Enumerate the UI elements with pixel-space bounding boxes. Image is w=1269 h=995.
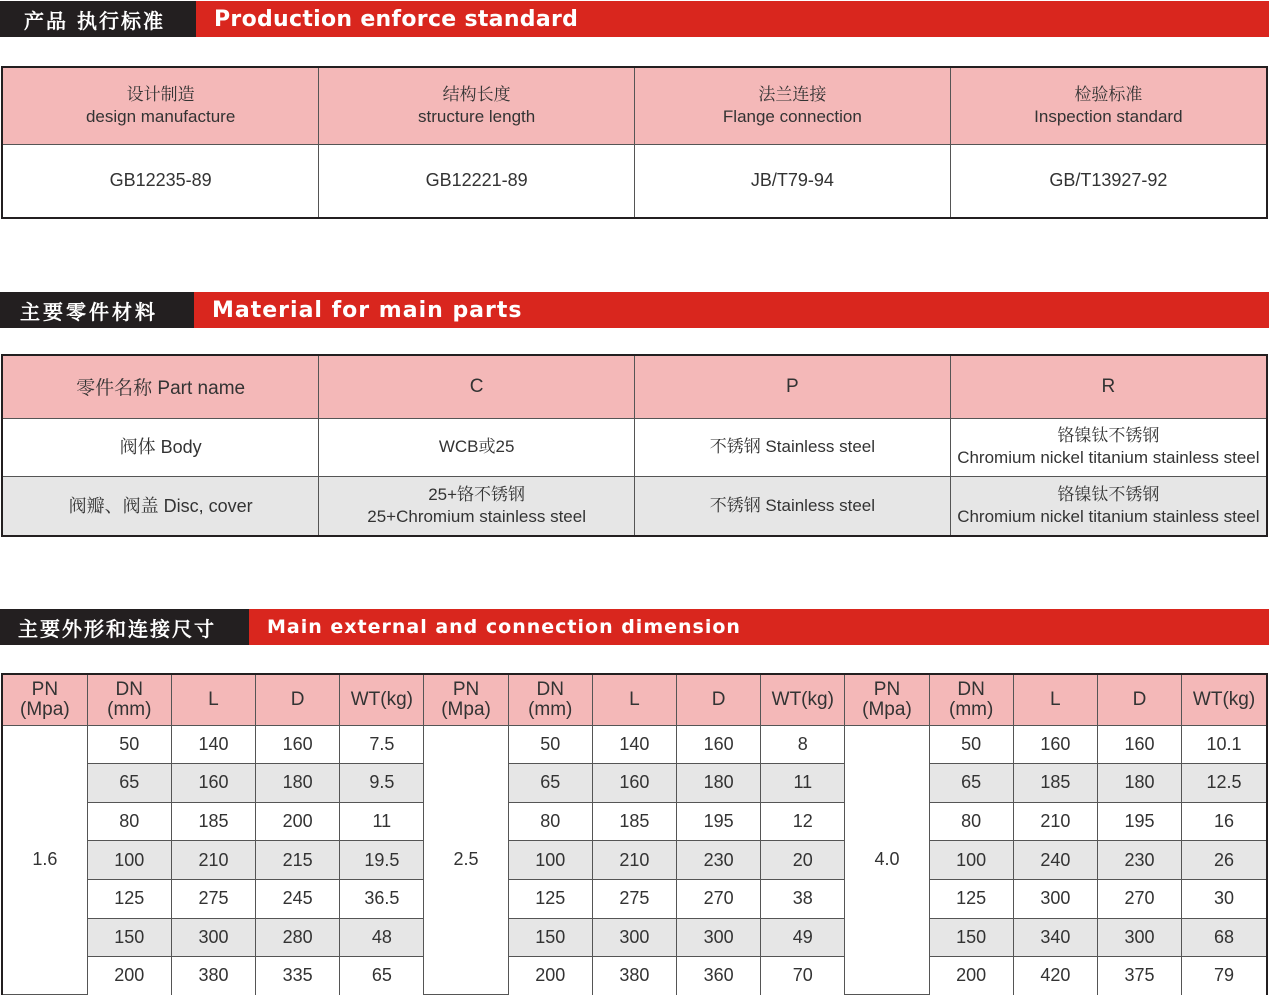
wt-value-cell: 36.5	[340, 880, 424, 919]
l-value-cell: 185	[592, 802, 676, 841]
l-value-cell: 240	[1013, 841, 1097, 880]
table-row	[3, 725, 1266, 764]
d-value-cell: 300	[1097, 918, 1181, 957]
d-value-cell: 270	[677, 880, 761, 919]
header-structure-length: 结构长度 structure length	[319, 68, 635, 144]
dn-value-cell: 50	[87, 725, 171, 764]
l-value-cell: 380	[592, 957, 676, 995]
d-value-cell: 245	[256, 880, 340, 919]
header-p: P	[635, 356, 951, 418]
wt-value-cell: 38	[761, 880, 845, 919]
l-value-cell: 140	[171, 725, 255, 764]
dn-header: DN (mm)	[87, 675, 171, 725]
header-inspection-standard: 检验标准 Inspection standard	[950, 68, 1266, 144]
standard-table	[1, 66, 1268, 219]
d-header: D	[1097, 675, 1181, 725]
l-value-cell: 185	[1013, 764, 1097, 803]
l-value-cell: 380	[171, 957, 255, 995]
wt-value-cell: 16	[1182, 802, 1266, 841]
table-row	[3, 841, 1266, 880]
section-banner-standard	[0, 1, 1269, 37]
dn-value-cell: 100	[508, 841, 592, 880]
pn-value-cell: 1.6	[3, 725, 87, 995]
wt-value-cell: 26	[1182, 841, 1266, 880]
d-value-cell: 270	[1097, 880, 1181, 919]
wt-value-cell: 11	[761, 764, 845, 803]
value-design-manufacture: GB12235-89	[3, 144, 319, 217]
wt-value-cell: 79	[1182, 957, 1266, 995]
table-row	[3, 764, 1266, 803]
l-value-cell: 275	[171, 880, 255, 919]
wt-value-cell: 9.5	[340, 764, 424, 803]
material-c-cell: 25+铬不锈钢 25+Chromium stainless steel	[319, 477, 635, 535]
pn-value-cell: 4.0	[845, 725, 929, 995]
dn-value-cell: 125	[87, 880, 171, 919]
d-value-cell: 215	[256, 841, 340, 880]
dn-value-cell: 80	[87, 802, 171, 841]
table-row	[3, 957, 1266, 995]
material-r-cell: 铬镍钛不锈钢 Chromium nickel titanium stainless steel	[950, 477, 1266, 535]
wt-value-cell: 10.1	[1182, 725, 1266, 764]
wt-value-cell: 12.5	[1182, 764, 1266, 803]
section-title-en: Main external and connection dimension	[249, 609, 1269, 645]
dn-value-cell: 80	[929, 802, 1013, 841]
material-p-cell: 不锈钢 Stainless steel	[635, 477, 951, 535]
dn-value-cell: 150	[929, 918, 1013, 957]
wt-value-cell: 11	[340, 802, 424, 841]
dimension-table	[1, 673, 1268, 995]
section-title-cn: 主要零件材料	[0, 292, 194, 328]
wt-value-cell: 49	[761, 918, 845, 957]
pn-header: PN (Mpa)	[845, 675, 929, 725]
section-title-en: Material for main parts	[194, 292, 1269, 328]
dn-value-cell: 200	[87, 957, 171, 995]
d-value-cell: 160	[1097, 725, 1181, 764]
pn-value-cell: 2.5	[424, 725, 508, 995]
d-value-cell: 360	[677, 957, 761, 995]
d-value-cell: 300	[677, 918, 761, 957]
d-header: D	[256, 675, 340, 725]
d-value-cell: 180	[256, 764, 340, 803]
header-design-manufacture: 设计制造 design manufacture	[3, 68, 319, 144]
l-value-cell: 185	[171, 802, 255, 841]
d-value-cell: 375	[1097, 957, 1181, 995]
material-c-cell: WCB或25	[319, 418, 635, 477]
l-value-cell: 140	[592, 725, 676, 764]
l-value-cell: 275	[592, 880, 676, 919]
wt-value-cell: 48	[340, 918, 424, 957]
table-row	[3, 477, 1266, 535]
dn-value-cell: 125	[929, 880, 1013, 919]
value-flange-connection: JB/T79-94	[635, 144, 951, 217]
dn-value-cell: 200	[508, 957, 592, 995]
wt-header: WT(kg)	[1182, 675, 1266, 725]
l-value-cell: 340	[1013, 918, 1097, 957]
dn-value-cell: 100	[87, 841, 171, 880]
d-value-cell: 335	[256, 957, 340, 995]
dn-value-cell: 80	[508, 802, 592, 841]
l-value-cell: 210	[1013, 802, 1097, 841]
d-value-cell: 160	[256, 725, 340, 764]
material-table	[1, 354, 1268, 537]
wt-value-cell: 12	[761, 802, 845, 841]
d-value-cell: 180	[1097, 764, 1181, 803]
section-banner-material	[0, 292, 1269, 328]
wt-value-cell: 70	[761, 957, 845, 995]
wt-header: WT(kg)	[761, 675, 845, 725]
wt-value-cell: 19.5	[340, 841, 424, 880]
l-header: L	[1013, 675, 1097, 725]
dn-value-cell: 50	[929, 725, 1013, 764]
header-c: C	[319, 356, 635, 418]
material-r-cell: 铬镍钛不锈钢 Chromium nickel titanium stainless steel	[950, 418, 1266, 477]
l-value-cell: 300	[592, 918, 676, 957]
l-value-cell: 210	[592, 841, 676, 880]
l-value-cell: 300	[1013, 880, 1097, 919]
header-part-name: 零件名称 Part name	[3, 356, 319, 418]
part-name-cell: 阀体 Body	[3, 418, 319, 477]
l-value-cell: 300	[171, 918, 255, 957]
dn-value-cell: 100	[929, 841, 1013, 880]
dn-value-cell: 150	[87, 918, 171, 957]
section-title-cn: 主要外形和连接尺寸	[0, 609, 249, 645]
dn-value-cell: 50	[508, 725, 592, 764]
dn-value-cell: 200	[929, 957, 1013, 995]
part-name-cell: 阀瓣、阀盖 Disc, cover	[3, 477, 319, 535]
dn-value-cell: 125	[508, 880, 592, 919]
header-flange-connection: 法兰连接 Flange connection	[635, 68, 951, 144]
wt-value-cell: 68	[1182, 918, 1266, 957]
value-inspection-standard: GB/T13927-92	[950, 144, 1266, 217]
wt-header: WT(kg)	[340, 675, 424, 725]
table-row	[3, 802, 1266, 841]
wt-value-cell: 8	[761, 725, 845, 764]
d-header: D	[677, 675, 761, 725]
l-header: L	[592, 675, 676, 725]
l-header: L	[171, 675, 255, 725]
dn-value-cell: 65	[87, 764, 171, 803]
l-value-cell: 160	[171, 764, 255, 803]
header-r: R	[950, 356, 1266, 418]
d-value-cell: 230	[677, 841, 761, 880]
d-value-cell: 195	[677, 802, 761, 841]
d-value-cell: 200	[256, 802, 340, 841]
l-value-cell: 160	[1013, 725, 1097, 764]
wt-value-cell: 7.5	[340, 725, 424, 764]
d-value-cell: 195	[1097, 802, 1181, 841]
wt-value-cell: 20	[761, 841, 845, 880]
d-value-cell: 280	[256, 918, 340, 957]
section-title-cn: 产品 执行标准	[0, 1, 196, 37]
section-banner-dimension	[0, 609, 1269, 645]
d-value-cell: 160	[677, 725, 761, 764]
dn-header: DN (mm)	[929, 675, 1013, 725]
table-row	[3, 918, 1266, 957]
table-row	[3, 880, 1266, 919]
pn-header: PN (Mpa)	[3, 675, 87, 725]
pn-header: PN (Mpa)	[424, 675, 508, 725]
wt-value-cell: 30	[1182, 880, 1266, 919]
material-p-cell: 不锈钢 Stainless steel	[635, 418, 951, 477]
l-value-cell: 420	[1013, 957, 1097, 995]
wt-value-cell: 65	[340, 957, 424, 995]
dn-header: DN (mm)	[508, 675, 592, 725]
dn-value-cell: 65	[508, 764, 592, 803]
l-value-cell: 160	[592, 764, 676, 803]
value-structure-length: GB12221-89	[319, 144, 635, 217]
d-value-cell: 230	[1097, 841, 1181, 880]
section-title-en: Production enforce standard	[196, 1, 1269, 37]
dn-value-cell: 65	[929, 764, 1013, 803]
dn-value-cell: 150	[508, 918, 592, 957]
l-value-cell: 210	[171, 841, 255, 880]
table-row	[3, 418, 1266, 477]
d-value-cell: 180	[677, 764, 761, 803]
